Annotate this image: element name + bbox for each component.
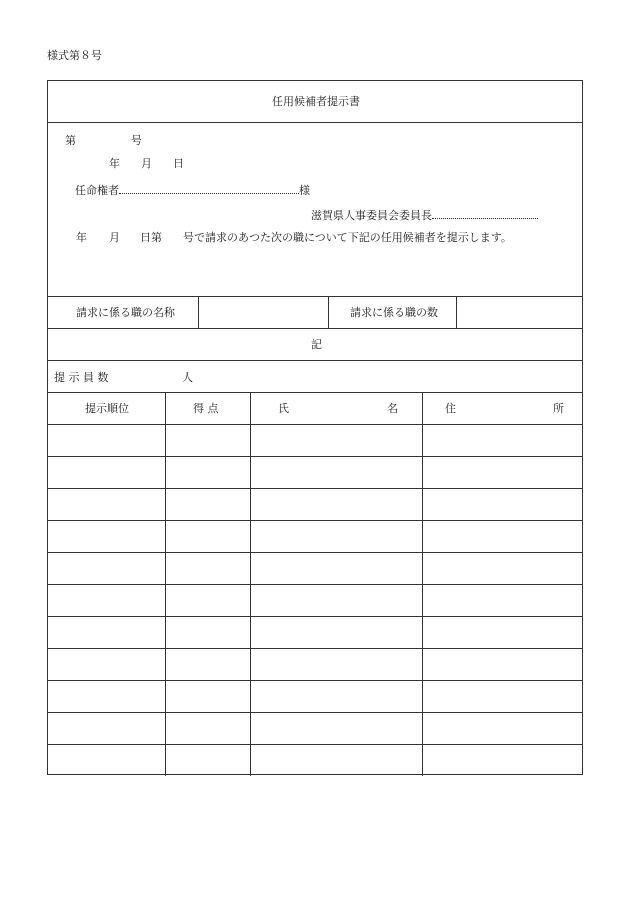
- appointer-suffix: 様: [299, 184, 310, 197]
- column-header-address-1: 住: [445, 402, 456, 415]
- sender-blank: [432, 208, 538, 219]
- presented-count-label: 提 示 員 数: [54, 371, 109, 384]
- form-number: 様式第８号: [47, 49, 102, 62]
- position-name-label: 請求に係る職の名称: [76, 306, 175, 319]
- column-header-address-2: 所: [553, 402, 564, 415]
- divider: [456, 296, 457, 328]
- table-row[interactable]: [48, 424, 582, 456]
- statement-body: 号で請求のあつた次の職について下記の任用候補者を提示します。: [183, 231, 512, 244]
- date-year: 年: [109, 157, 120, 170]
- divider: [328, 296, 329, 328]
- table-row[interactable]: [48, 616, 582, 648]
- appointer-label: 任命権者: [75, 184, 119, 197]
- table-row[interactable]: [48, 552, 582, 584]
- table-row[interactable]: [48, 584, 582, 616]
- statement-month: 月: [109, 231, 120, 244]
- presented-count-unit: 人: [182, 371, 193, 384]
- candidate-presentation-form: [47, 80, 583, 775]
- table-row[interactable]: [48, 456, 582, 488]
- table-row[interactable]: [48, 648, 582, 680]
- column-header-name-1: 氏: [278, 402, 289, 415]
- table-row[interactable]: [48, 712, 582, 744]
- column-header-name-2: 名: [387, 402, 398, 415]
- table-row[interactable]: [48, 680, 582, 712]
- date-day: 日: [173, 157, 184, 170]
- column-header-score: 得 点: [193, 402, 219, 415]
- statement-day-no: 日第: [140, 231, 162, 244]
- table-row[interactable]: [48, 520, 582, 552]
- position-count-label: 請求に係る職の数: [350, 306, 438, 319]
- date-month: 月: [141, 157, 152, 170]
- column-header-rank: 提示順位: [85, 402, 129, 415]
- record-heading: 記: [311, 338, 322, 351]
- divider: [48, 328, 582, 329]
- divider: [48, 122, 582, 123]
- divider: [48, 296, 582, 297]
- divider: [48, 360, 582, 361]
- doc-number-suffix: 号: [131, 134, 142, 147]
- appointer-line: [75, 183, 310, 196]
- form-title: 任用候補者提示書: [272, 95, 360, 108]
- sender-line: [311, 208, 538, 221]
- divider: [48, 392, 582, 393]
- table-row[interactable]: [48, 488, 582, 520]
- divider: [198, 296, 199, 328]
- appointer-blank: [119, 183, 299, 194]
- doc-number-prefix: 第: [65, 134, 76, 147]
- statement-year: 年: [76, 231, 87, 244]
- table-row[interactable]: [48, 744, 582, 776]
- sender-title: 滋賀県人事委員会委員長: [311, 209, 432, 222]
